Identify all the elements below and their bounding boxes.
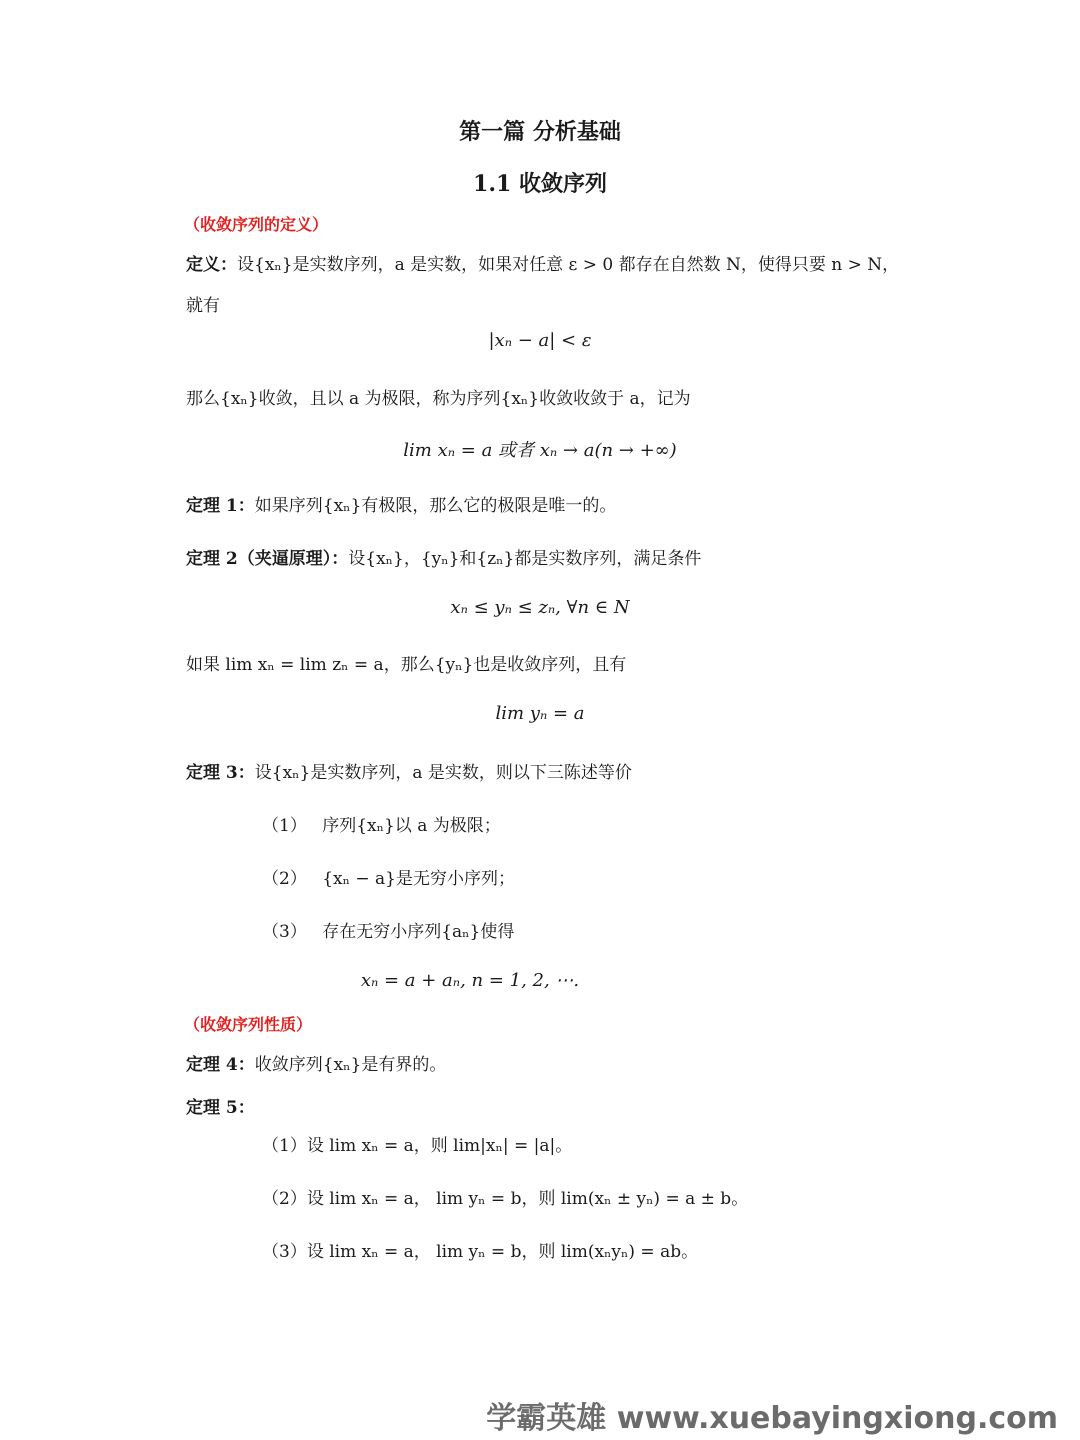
- item-text: 设 lim xₙ = a， lim yₙ = b，则 lim(xₙ ± yₙ) = a ± b。: [306, 1189, 749, 1209]
- item-number: （3）: [262, 1242, 307, 1262]
- theorem1-text: 如果序列{xₙ}有极限，那么它的极限是唯一的。: [254, 496, 617, 516]
- theorem3-label: 定理 3：: [186, 763, 255, 783]
- theorem3-formula: xₙ = a + aₙ, n = 1, 2, ⋯.: [360, 970, 580, 991]
- item-number: （2）: [262, 1189, 307, 1209]
- item-text: 序列{xₙ}以 a 为极限；: [322, 816, 501, 836]
- definition-tag: （收敛序列的定义）: [184, 215, 329, 234]
- item-text: 设 lim xₙ = a， lim yₙ = b，则 lim(xₙyₙ) = ab。: [306, 1242, 699, 1262]
- theorem2-result-formula: lim yₙ = a: [495, 703, 585, 724]
- limit-formula: lim xₙ = a 或者 xₙ → a(n → +∞): [403, 440, 677, 461]
- definition-text: 设{xₙ}是实数序列，a 是实数，如果对任意 ε > 0 都存在自然数 N，使得只要 n > N，: [237, 255, 900, 275]
- item-number: （1）: [262, 816, 307, 836]
- item-number: （2）: [262, 869, 307, 889]
- theorem4-line: [186, 1050, 446, 1075]
- theorem2-after: 如果 lim xₙ = lim zₙ = a，那么{yₙ}也是收敛序列，且有: [186, 655, 627, 675]
- properties-tag: （收敛序列性质）: [184, 1015, 313, 1034]
- definition-after: 那么{xₙ}收敛，且以 a 为极限，称为序列{xₙ}收敛收敛于 a，记为: [186, 389, 691, 409]
- theorem1-line: [186, 491, 616, 516]
- theorem3-item-1: [262, 811, 501, 836]
- theorem1-label: 定理 1：: [186, 496, 255, 516]
- theorem5-item-2: [262, 1184, 748, 1209]
- theorem3-text: 设{xₙ}是实数序列，a 是实数，则以下三陈述等价: [254, 763, 632, 783]
- watermark: 学霸英雄 www.xuebayingxiong.com: [486, 1401, 1058, 1436]
- theorem2-text: 设{xₙ}，{yₙ}和{zₙ}都是实数序列，满足条件: [348, 549, 702, 569]
- item-number: （3）: [262, 922, 307, 942]
- theorem4-text: 收敛序列{xₙ}是有界的。: [254, 1055, 447, 1075]
- theorem5-label: 定理 5：: [186, 1098, 255, 1118]
- item-text: {xₙ − a}是无穷小序列；: [322, 869, 515, 889]
- definition-text-cont: 就有: [186, 296, 220, 316]
- definition-label: 定义：: [186, 255, 237, 275]
- theorem3-line: [186, 758, 632, 783]
- theorem2-line: [186, 544, 701, 569]
- theorem3-item-3: [262, 917, 514, 942]
- item-text: 设 lim xₙ = a，则 lim|xₙ| = |a|。: [306, 1136, 573, 1156]
- theorem3-item-2: [262, 864, 515, 889]
- theorem5-item-3: [262, 1237, 698, 1262]
- definition-formula: |xₙ − a| < ε: [488, 330, 592, 351]
- theorem4-label: 定理 4：: [186, 1055, 255, 1075]
- item-number: （1）: [262, 1136, 307, 1156]
- theorem5-item-1: [262, 1131, 572, 1156]
- section-title: 1.1 收敛序列: [473, 171, 607, 197]
- squeeze-formula: xₙ ≤ yₙ ≤ zₙ, ∀n ∈ N: [450, 597, 630, 618]
- item-text: 存在无穷小序列{aₙ}使得: [322, 922, 515, 942]
- definition-line: [186, 250, 899, 275]
- theorem2-label: 定理 2（夹逼原理）：: [186, 549, 349, 569]
- part-title: 第一篇 分析基础: [459, 119, 621, 145]
